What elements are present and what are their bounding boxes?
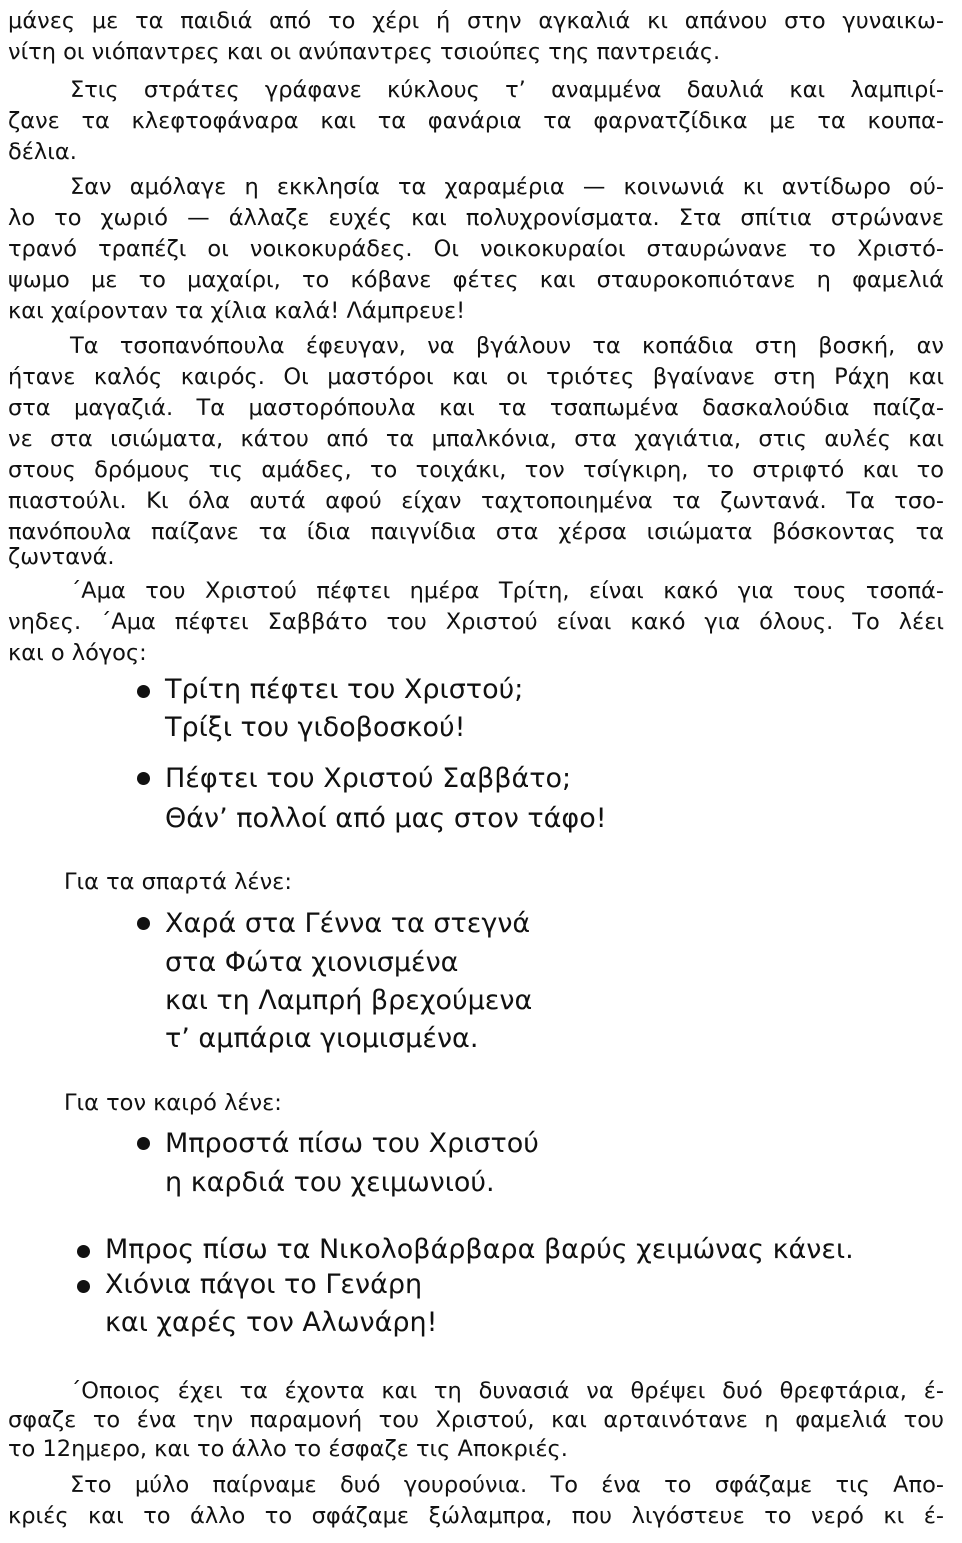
paragraph-line: στα μαγαζιά. Τα μαστορόπουλα και τα τσαπωμένα δασκαλούδια παίζα- — [8, 395, 944, 421]
paragraph-line: και χαίρονταν τα χίλια καλά! Λάμπρευε! — [8, 298, 466, 324]
paragraph-line: Στο μύλο παίρναμε δυό γουρούνια. Το ένα το σφάζαμε τις Απο- — [70, 1472, 944, 1498]
paragraph-line: ήτανε καλός καιρός. Οι μαστόροι και οι τριότες βγαίνανε στη Ράχη και — [8, 364, 944, 390]
paragraph-line: δέλια. — [8, 139, 77, 165]
paragraph-line: νηδες. ΄Αμα πέφτει Σαββάτο του Χριστού είναι κακό για όλους. Το λέει — [8, 609, 944, 635]
paragraph-line: νε στα ισιώματα, κάτου από τα μπαλκόνια, στα χαγιάτια, στις αυλές και — [8, 426, 944, 452]
paragraph-line: το 12ημερο, και το άλλο το έσφαζε τις Αποκριές. — [8, 1436, 568, 1462]
saying-line: Χαρά στα Γέννα τα στεγνά — [165, 908, 531, 939]
intro-line: Για τον καιρό λένε: — [64, 1090, 282, 1116]
bullet-icon — [77, 1280, 90, 1293]
paragraph-line: Σαν αμόλαγε η εκκλησία τα χαραμέρια — κοινωνιά κι αντίδωρο ού- — [70, 174, 944, 200]
paragraph-line: στους δρόμους τις αμάδες, το τοιχάκι, τον τσίγκιρη, το στριφτό και το — [8, 457, 944, 483]
paragraph-line: σφαζε το ένα την παραμονή του Χριστού, και αρταινότανε η φαμελιά του — [8, 1407, 944, 1433]
paragraph-line: ψωμο με το μαχαίρι, το κόβανε φέτες και σταυροκοπιότανε η φαμελιά — [8, 267, 944, 293]
bullet-icon — [137, 685, 150, 698]
saying-line: Χιόνια πάγοι το Γενάρη — [105, 1269, 423, 1300]
saying-line: Μπρος πίσω τα Νικολοβάρβαρα βαρύς χειμώνας κάνει. — [105, 1234, 854, 1265]
paragraph-line: λο το χωριό — άλλαζε ευχές και πολυχρονίσματα. Στα σπίτια στρώνανε — [8, 205, 944, 231]
bullet-icon — [137, 917, 150, 930]
saying-line: και χαρές τον Αλωνάρη! — [105, 1307, 438, 1338]
intro-line: Για τα σπαρτά λένε: — [64, 869, 292, 895]
saying-line: στα Φώτα χιονισμένα — [165, 947, 459, 978]
bullet-icon — [137, 1137, 150, 1150]
saying-line: Μπροστά πίσω του Χριστού — [165, 1128, 539, 1159]
paragraph-line: κριές και το άλλο το σφάζαμε ξώλαμπρα, που λιγόστευε το νερό κι έ- — [8, 1503, 944, 1529]
paragraph-line: ΄Αμα του Χριστού πέφτει ημέρα Τρίτη, είναι κακό για τους τσοπά- — [70, 578, 944, 604]
paragraph-line: πανόπουλα παίζανε τα ίδια παιγνίδια στα χέρσα ισιώματα βόσκοντας τα — [8, 519, 944, 545]
saying-line: Τρίτη πέφτει του Χριστού; — [165, 674, 524, 705]
paragraph-line: Στις στράτες γράφανε κύκλους τ’ αναμμένα δαυλιά και λαμπιρί- — [70, 77, 944, 103]
bullet-icon — [137, 772, 150, 785]
paragraph-line: ζωντανά. — [8, 544, 115, 570]
saying-line: Πέφτει του Χριστού Σαββάτο; — [165, 763, 572, 794]
saying-line: Τρίξι του γιδοβοσκού! — [165, 712, 466, 743]
saying-line: Θάν’ πολλοί από μας στον τάφο! — [165, 803, 607, 834]
saying-line: τ’ αμπάρια γιομισμένα. — [165, 1023, 479, 1054]
paragraph-line: και ο λόγος: — [8, 640, 147, 666]
paragraph-line: Τα τσοπανόπουλα έφευγαν, να βγάλουν τα κοπάδια στη βοσκή, αν — [70, 333, 944, 359]
paragraph-line: πιαστούλι. Κι όλα αυτά αφού είχαν ταχτοποιημένα τα ζωντανά. Τα τσο- — [8, 488, 944, 514]
paragraph-line: μάνες με τα παιδιά από το χέρι ή στην αγκαλιά κι απάνου στο γυναικω- — [8, 8, 944, 34]
bullet-icon — [77, 1245, 90, 1258]
paragraph-line: ζανε τα κλεφτοφάναρα και τα φανάρια τα φαρνατζίδικα με τα κουπα- — [8, 108, 944, 134]
paragraph-line: νίτη οι νιόπαντρες και οι ανύπαντρες τσιούπες της παντρειάς. — [8, 39, 721, 65]
paragraph-line: ΄Οποιος έχει τα έχοντα και τη δυνασιά να θρέψει δυό θρεφτάρια, έ- — [70, 1378, 944, 1404]
saying-line: και τη Λαμπρή βρεχούμενα — [165, 985, 533, 1016]
saying-line: η καρδιά του χειμωνιού. — [165, 1167, 495, 1198]
paragraph-line: τρανό τραπέζι οι νοικοκυράδες. Οι νοικοκυραίοι σταυρώνανε το Χριστό- — [8, 236, 944, 262]
